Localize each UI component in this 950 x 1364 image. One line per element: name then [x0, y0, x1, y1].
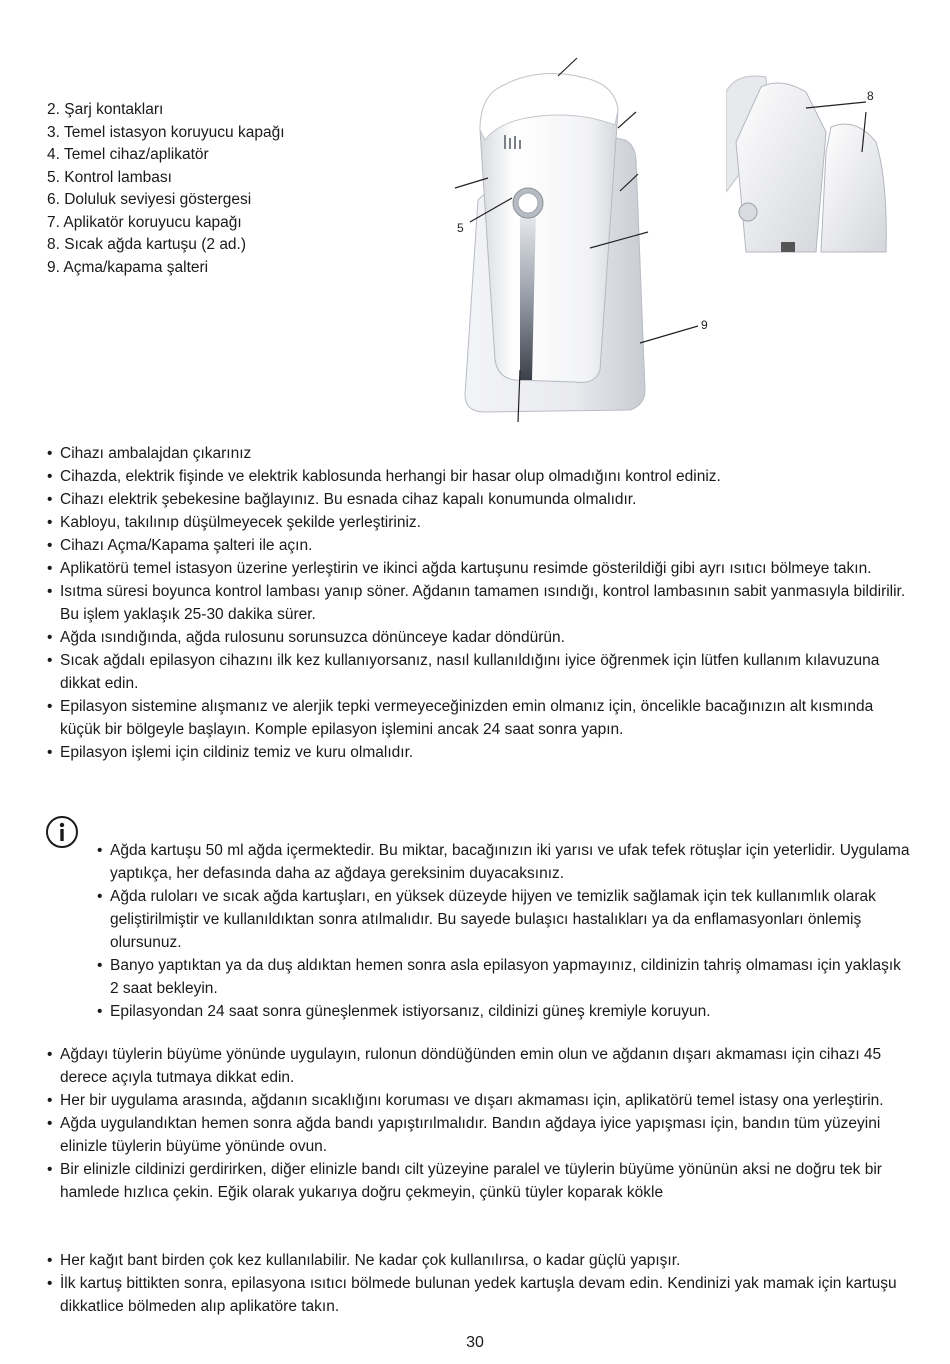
list-item: • Her kağıt bant birden çok kez kullanılabilir. Ne kadar çok kullanılırsa, o kadar güçlü yapışır. — [45, 1249, 915, 1272]
list-item: • İlk kartuş bittikten sonra, epilasyona ısıtıcı bölmede bulunan yedek kartuşla devam edin. Kendinizi yak mamak için kartuşu dikkatlice bölmeden alıp aplikatöre takın. — [45, 1272, 915, 1318]
list-item: • Cihazı ambalajdan çıkarınız — [45, 442, 915, 465]
list-item: • Ağdayı tüylerin büyüme yönünde uygulayın, rulonun döndüğünden emin olun ve ağdanın dışarı akmaması için cihazı 45 derece açıyla tutmaya dikkat edin. — [45, 1043, 915, 1089]
list-item: • Banyo yaptıktan ya da duş aldıktan hemen sonra asla epilasyon yapmayınız, cildinizin tahriş olmaması için yaklaşık 2 saat bekleyin. — [95, 954, 910, 1000]
instruction-list — [45, 442, 915, 764]
parts-list — [47, 99, 285, 279]
parts-list-item: 9. Açma/kapama şalteri — [47, 258, 209, 276]
device-illustration — [440, 50, 720, 425]
cartridge-illustration — [726, 72, 896, 257]
parts-list-item: 5. Kontrol lambası — [47, 168, 172, 186]
list-item: • Ağda ısındığında, ağda rulosunu sorunsuzca dönünceye kadar döndürün. — [45, 626, 915, 649]
list-item: • Bir elinizle cildinizi gerdirirken, diğer elinizle bandı cilt yüzeyine paralel ve tüylerin büyüme yönünün aksi ne doğru tek bir hamlede hızlıca çekin. Eğik olarak yukarıya doğru çekmeyin, çünkü tüyler koparak kökle — [45, 1158, 915, 1204]
list-item: • Epilasyon sistemine alışmanız ve alerjik tepki vermeyeceğinizden emin olmanız için, öncelikle bacağınızın alt kısmında küçük bir bölgeyle başlayın. Komple epilasyon işlemini ancak 24 saat sonra yapın. — [45, 695, 915, 741]
list-item: • Ağda uygulandıktan hemen sonra ağda bandı yapıştırılmalıdır. Bandın ağdaya iyice yapışması için, bandın tüm yüzeyini elinizle tüylerin büyüme yönünde ovun. — [45, 1112, 915, 1158]
parts-list-item: 7. Aplikatör koruyucu kapağı — [47, 213, 242, 231]
list-item: • Cihazı Açma/Kapama şalteri ile açın. — [45, 534, 915, 557]
strips-list — [45, 1249, 915, 1318]
parts-list-item: 2. Şarj kontakları — [47, 101, 164, 118]
list-item: • Ağda kartuşu 50 ml ağda içermektedir. Bu miktar, bacağınızın iki yarısı ve ufak tefek rötuşlar için yeterlidir. Uygulama yaptıkça, her defasında daha az ağdaya gereksinim duyacaksınız. — [95, 839, 910, 885]
list-item: • Epilasyondan 24 saat sonra güneşlenmek istiyorsanız, cildinizi güneş kremiyle koruyun. — [95, 1000, 910, 1023]
list-item: • Ağda ruloları ve sıcak ağda kartuşları, en yüksek düzeyde hijyen ve temizlik sağlamak için tek kullanımlık olarak geliştirilmiştir ve kullanıldıktan sonra atılmalıdır. Bu sayede bulaşıcı hastalıkları ya da enflamasyonları önlemiş olursunuz. — [95, 885, 910, 954]
callout-5: 5 — [457, 221, 464, 235]
callout-8: 8 — [867, 89, 874, 103]
list-item: • Isıtma süresi boyunca kontrol lambası yanıp söner. Ağdanın tamamen ısındığı, kontrol lambasının sabit yanmasıyla bildirilir. Bu işlem yaklaşık 25-30 dakika sürer. — [45, 580, 915, 626]
list-item: • Cihazı elektrik şebekesine bağlayınız. Bu esnada cihaz kapalı konumunda olmalıdır. — [45, 488, 915, 511]
info-icon — [45, 815, 79, 849]
list-item: • Sıcak ağdalı epilasyon cihazını ilk kez kullanıyorsanız, nasıl kullanıldığını iyice öğrenmek için lütfen kullanım kılavuzuna dikkat edin. — [45, 649, 915, 695]
parts-list-item: 6. Doluluk seviyesi göstergesi — [47, 191, 252, 208]
list-item: • Cihazda, elektrik fişinde ve elektrik kablosunda herhangi bir hasar olup olmadığını kontrol ediniz. — [45, 465, 915, 488]
list-item: • Kabloyu, takılınıp düşülmeyecek şekilde yerleştiriniz. — [45, 511, 915, 534]
notes-list — [95, 839, 910, 1023]
usage-list — [45, 1043, 915, 1204]
parts-list-item: 4. Temel cihaz/aplikatör — [47, 146, 209, 163]
list-item: • Her bir uygulama arasında, ağdanın sıcaklığını koruması ve dışarı akmaması için, aplikatörü temel istasy ona yerleştirin. — [45, 1089, 915, 1112]
callout-9: 9 — [701, 318, 708, 332]
list-item: • Epilasyon işlemi için cildiniz temiz ve kuru olmalıdır. — [45, 741, 915, 764]
list-item: • Aplikatörü temel istasyon üzerine yerleştirin ve ikinci ağda kartuşunu resimde gösterildiği gibi ayrı ısıtıcı bölmeye takın. — [45, 557, 915, 580]
page-number: 30 — [466, 1334, 484, 1351]
parts-list-item: 8. Sıcak ağda kartuşu (2 ad.) — [47, 236, 247, 253]
parts-list-item: 3. Temel istasyon koruyucu kapağı — [47, 123, 285, 141]
cartridge-right — [821, 124, 886, 252]
